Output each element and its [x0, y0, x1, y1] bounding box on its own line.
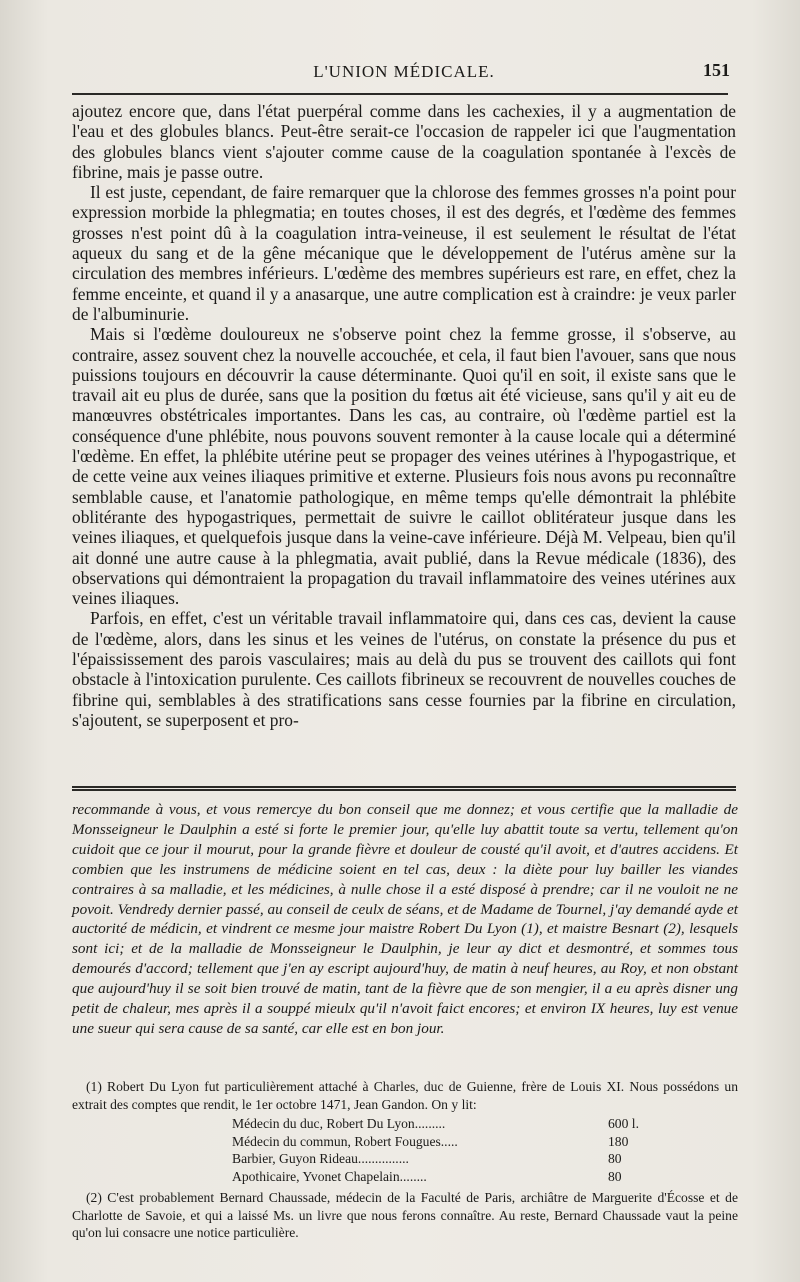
- section-rule: [72, 786, 736, 791]
- account-amount: 80: [608, 1168, 622, 1184]
- paragraph: ajoutez encore que, dans l'état puerpéral comme dans les cachexies, il y a augmentation de l'eau et des globules blancs. Peut-être serait-ce l'occasion de rappeler ici que l'augmentation des globules blancs vient s'ajouter comme cause de la coagulation spontanée à l'excès de fibrine, mais je passe outre.: [72, 101, 736, 182]
- main-text: [72, 101, 736, 730]
- running-title: L'UNION MÉDICALE.: [313, 62, 495, 81]
- account-label: Médecin du commun, Robert Fougues.....: [232, 1133, 458, 1149]
- account-amount: 180: [608, 1133, 629, 1149]
- account-row: [232, 1150, 652, 1168]
- footnotes: [72, 1078, 738, 1242]
- footnote-2: (2) C'est probablement Bernard Chaussade, médecin de la Faculté de Paris, archiâtre de Marguerite d'Écosse et de Charlotte de Savoie, et qui a laissé Ms. un livre que nous ferons connaître. Au reste, Bernard Chaussade vaut la peine qu'on lui consacre une notice particulière.: [72, 1190, 738, 1240]
- quoted-letter-text: recommande à vous, et vous remercye du bon conseil que me donnez; et vous certifie que la malladie de Monsseigneur le Daulphin a esté si forte le premier jour, qu'elle luy abattit toute sa vertu, tellement qu'on cuidoit que ce jour il mourut, pour la grande fièvre et douleur de cousté qu'il avoit, et d'autres accidens. Et combien que les instrumens de médicine soient en tel cas, deux : la diète pour luy bailler les viandes contraires à sa malladie, et les médicines, à nulle chose il a esté disposé à prendre; car il ne vouloit ne ne povoit. Vendredy dernier passé, au conseil de ceulx de séans, et de Madame de Tournel, j'ay demandé ayde et auctorité de médicin, et vindrent ce mesme jour maistre Robert Du Lyon (1), et maistre Besnart (2), lesquels sont ici; et de la malladie de Monsseigneur le Daulphin, je leur ay dict et desmontré, et sommes tous demourés d'accord; tellement que j'en ay escript aujourd'huy, de matin à neuf heures, au Roy, et non obstant que aujourd'huy il se soit bien trouvé de matin, tant de la fièvre que de son mengier, il a eu après disner ung petit de chaleur, mes après il a souppé mieulx qu'il n'avoit faict encores; et environ IX heures, luy est venue une sueur qui sera cause de sa santé, car elle est en bon jour.: [72, 801, 738, 1037]
- account-row: [232, 1133, 652, 1151]
- paragraph: Il est juste, cependant, de faire remarquer que la chlorose des femmes grosses n'a point pour expression morbide la phlegmatia; en toutes choses, il est des degrés, et l'œdème des femmes grosses n'est point dû à la coagulation intra-veineuse, il est seulement le résultat de l'état aqueux du sang et de la gêne mécanique que le développement de l'utérus amène sur la circulation des membres inférieurs. L'œdème des membres supérieurs est rare, en effet, chez la femme enceinte, et quand il y a anasarque, une autre complication est à craindre: je veux parler de l'albuminurie.: [72, 182, 736, 324]
- page-number: 151: [703, 60, 730, 80]
- page-header: [70, 58, 738, 86]
- accounts-list: [232, 1115, 652, 1185]
- header-rule: [72, 93, 728, 95]
- paragraph: Mais si l'œdème douloureux ne s'observe point chez la femme grosse, il s'observe, au contraire, assez souvent chez la nouvelle accouchée, et cela, il faut bien l'avouer, sans que nous puissions toujours en découvrir la cause déterminante. Quoi qu'il en soit, il existe sans que le travail ait eu plus de durée, sans que la position du fœtus ait été vicieuse, sans qu'il y ait eu de manœuvres obstétricales importantes. Dans les cas, au contraire, où l'œdème partiel est la conséquence d'une phlébite, nous pouvons souvent remonter à la cause locale qui a déterminé l'œdème. En effet, la phlébite utérine peut se propager des veines utérines à l'hypogastrique, et de cette veine aux veines iliaques primitive et externe. Plusieurs fois nous avons pu reconnaître semblable cause, et l'anatomie pathologique, en même temps qu'elle démontrait la phlébite oblitérante des hypogastriques, permettait de suivre le caillot oblitérateur jusque dans les veines iliaques, et quelquefois jusque dans la veine-cave inférieure. Déjà M. Velpeau, bien qu'il ait donné une autre cause à la phlegmatia, avait publié, dans la Revue médicale (1836), des observations qui démontraient la propagation du travail inflammatoire des veines utérines aux veines iliaques.: [72, 324, 736, 609]
- account-amount: 80: [608, 1151, 622, 1166]
- footnote-1: (1) Robert Du Lyon fut particulièrement attaché à Charles, duc de Guienne, frère de Louis XI. Nous possédons un extrait des comptes que rendit, le 1er octobre 1471, Jean Gandon. On y lit:: [72, 1079, 738, 1112]
- account-label: Barbier, Guyon Rideau...............: [232, 1151, 409, 1166]
- account-label: Médecin du duc, Robert Du Lyon.........: [232, 1116, 446, 1131]
- quoted-letter: [72, 800, 738, 1039]
- account-label: Apothicaire, Yvonet Chapelain........: [232, 1168, 427, 1184]
- paragraph: Parfois, en effet, c'est un véritable travail inflammatoire qui, dans ces cas, devient la cause de l'œdème, alors, dans les sinus et les veines de l'utérus, on constate la présence du pus et l'épaississement des parois vasculaires; mais au delà du pus se trouvent des caillots qui font obstacle à l'intoxication purulente. Ces caillots fibrineux se recouvrent de nouvelles couches de fibrine qui, semblables à des stratifications sans cesse fournies par la fibrine en circulation, s'ajoutent, se superposent et pro-: [72, 608, 736, 730]
- account-row: [232, 1168, 652, 1186]
- account-amount: 600 l.: [608, 1116, 639, 1131]
- account-row: [232, 1115, 652, 1133]
